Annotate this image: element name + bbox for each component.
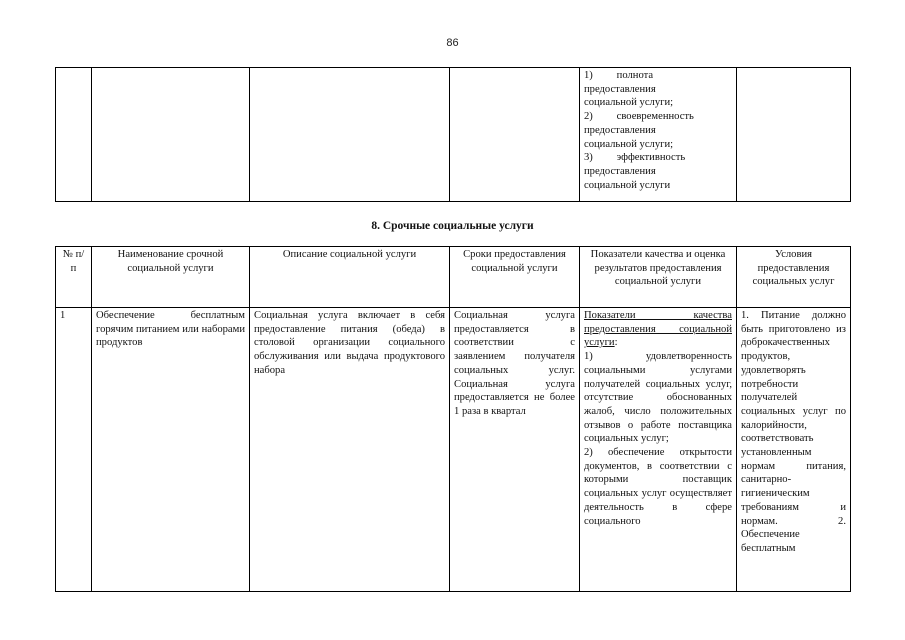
row-conditions: 1. Питание должно быть приготовлено из доброкачественных продуктов, удовлетворять потребности получателей социальных услуг по калорийности, соответствовать установленным нормам питания, санитарно-гигиеническим требованиям и нормам. 2. Обеспечение бесплатным — [737, 308, 851, 592]
page-number: 86 — [446, 37, 459, 49]
cont-cell-description — [250, 68, 450, 202]
cont-quality-line: социальной услуги; — [584, 138, 674, 150]
cont-quality-line: предоставления — [584, 83, 656, 95]
section-title: 8. Срочные социальные услуги — [371, 220, 534, 232]
header-terms: Сроки предоставления социальной услуги — [450, 247, 580, 308]
row-name: Обеспечение бесплатным горячим питанием или наборами продуктов — [92, 308, 250, 592]
cont-cell-name — [92, 68, 250, 202]
row-terms: Социальная услуга предоставляется в соответствии с заявлением получателя социальных услуг. Социальная услуга предоставляется не более 1 раза в квартал — [450, 308, 580, 592]
row-quality — [580, 308, 737, 592]
quality-item-1: 1) удовлетворенность социальными услугами получателей социальных услуг, отсутствие обоснованных жалоб, число положительных отзывов о работе поставщика социальных услуг; — [584, 351, 732, 445]
cont-cell-num — [56, 68, 92, 202]
cont-quality-line: 2) своевременность — [584, 111, 694, 123]
cont-cell-quality — [580, 68, 737, 202]
cont-quality-line: предоставления — [584, 165, 656, 177]
header-name: Наименование срочной социальной услуги — [92, 247, 250, 308]
cont-quality-line: 1) полнота — [584, 70, 654, 81]
quality-heading: Показатели качества предоставления социальной услуги — [584, 310, 732, 349]
row-description: Социальная услуга включает в себя предоставление питания (обеда) в столовой организации социального обслуживания или выдача продуктового набора — [250, 308, 450, 592]
cont-quality-line: социальной услуги — [584, 179, 671, 191]
cont-quality-line: 3) эффективность — [584, 152, 686, 164]
cont-quality-line: социальной услуги; — [584, 97, 674, 109]
cont-quality-line: предоставления — [584, 124, 656, 136]
cont-cell-terms — [450, 68, 580, 202]
services-table — [55, 246, 851, 592]
header-conditions: Условия предоставления социальных услуг — [737, 247, 851, 308]
header-num: № п/п — [56, 247, 92, 308]
quality-heading-colon: : — [614, 337, 618, 349]
header-quality: Показатели качества и оценка результатов предоставления социальной услуги — [580, 247, 737, 308]
continuation-table — [55, 67, 851, 202]
table-row — [56, 308, 851, 592]
quality-item-2: 2) обеспечение открытости документов, в соответствии с которыми поставщик социальных услуг осуществляет деятельность в сфере социального — [584, 447, 732, 527]
row-num: 1 — [56, 308, 92, 592]
cont-cell-conditions — [737, 68, 851, 202]
header-description: Описание социальной услуги — [250, 247, 450, 308]
